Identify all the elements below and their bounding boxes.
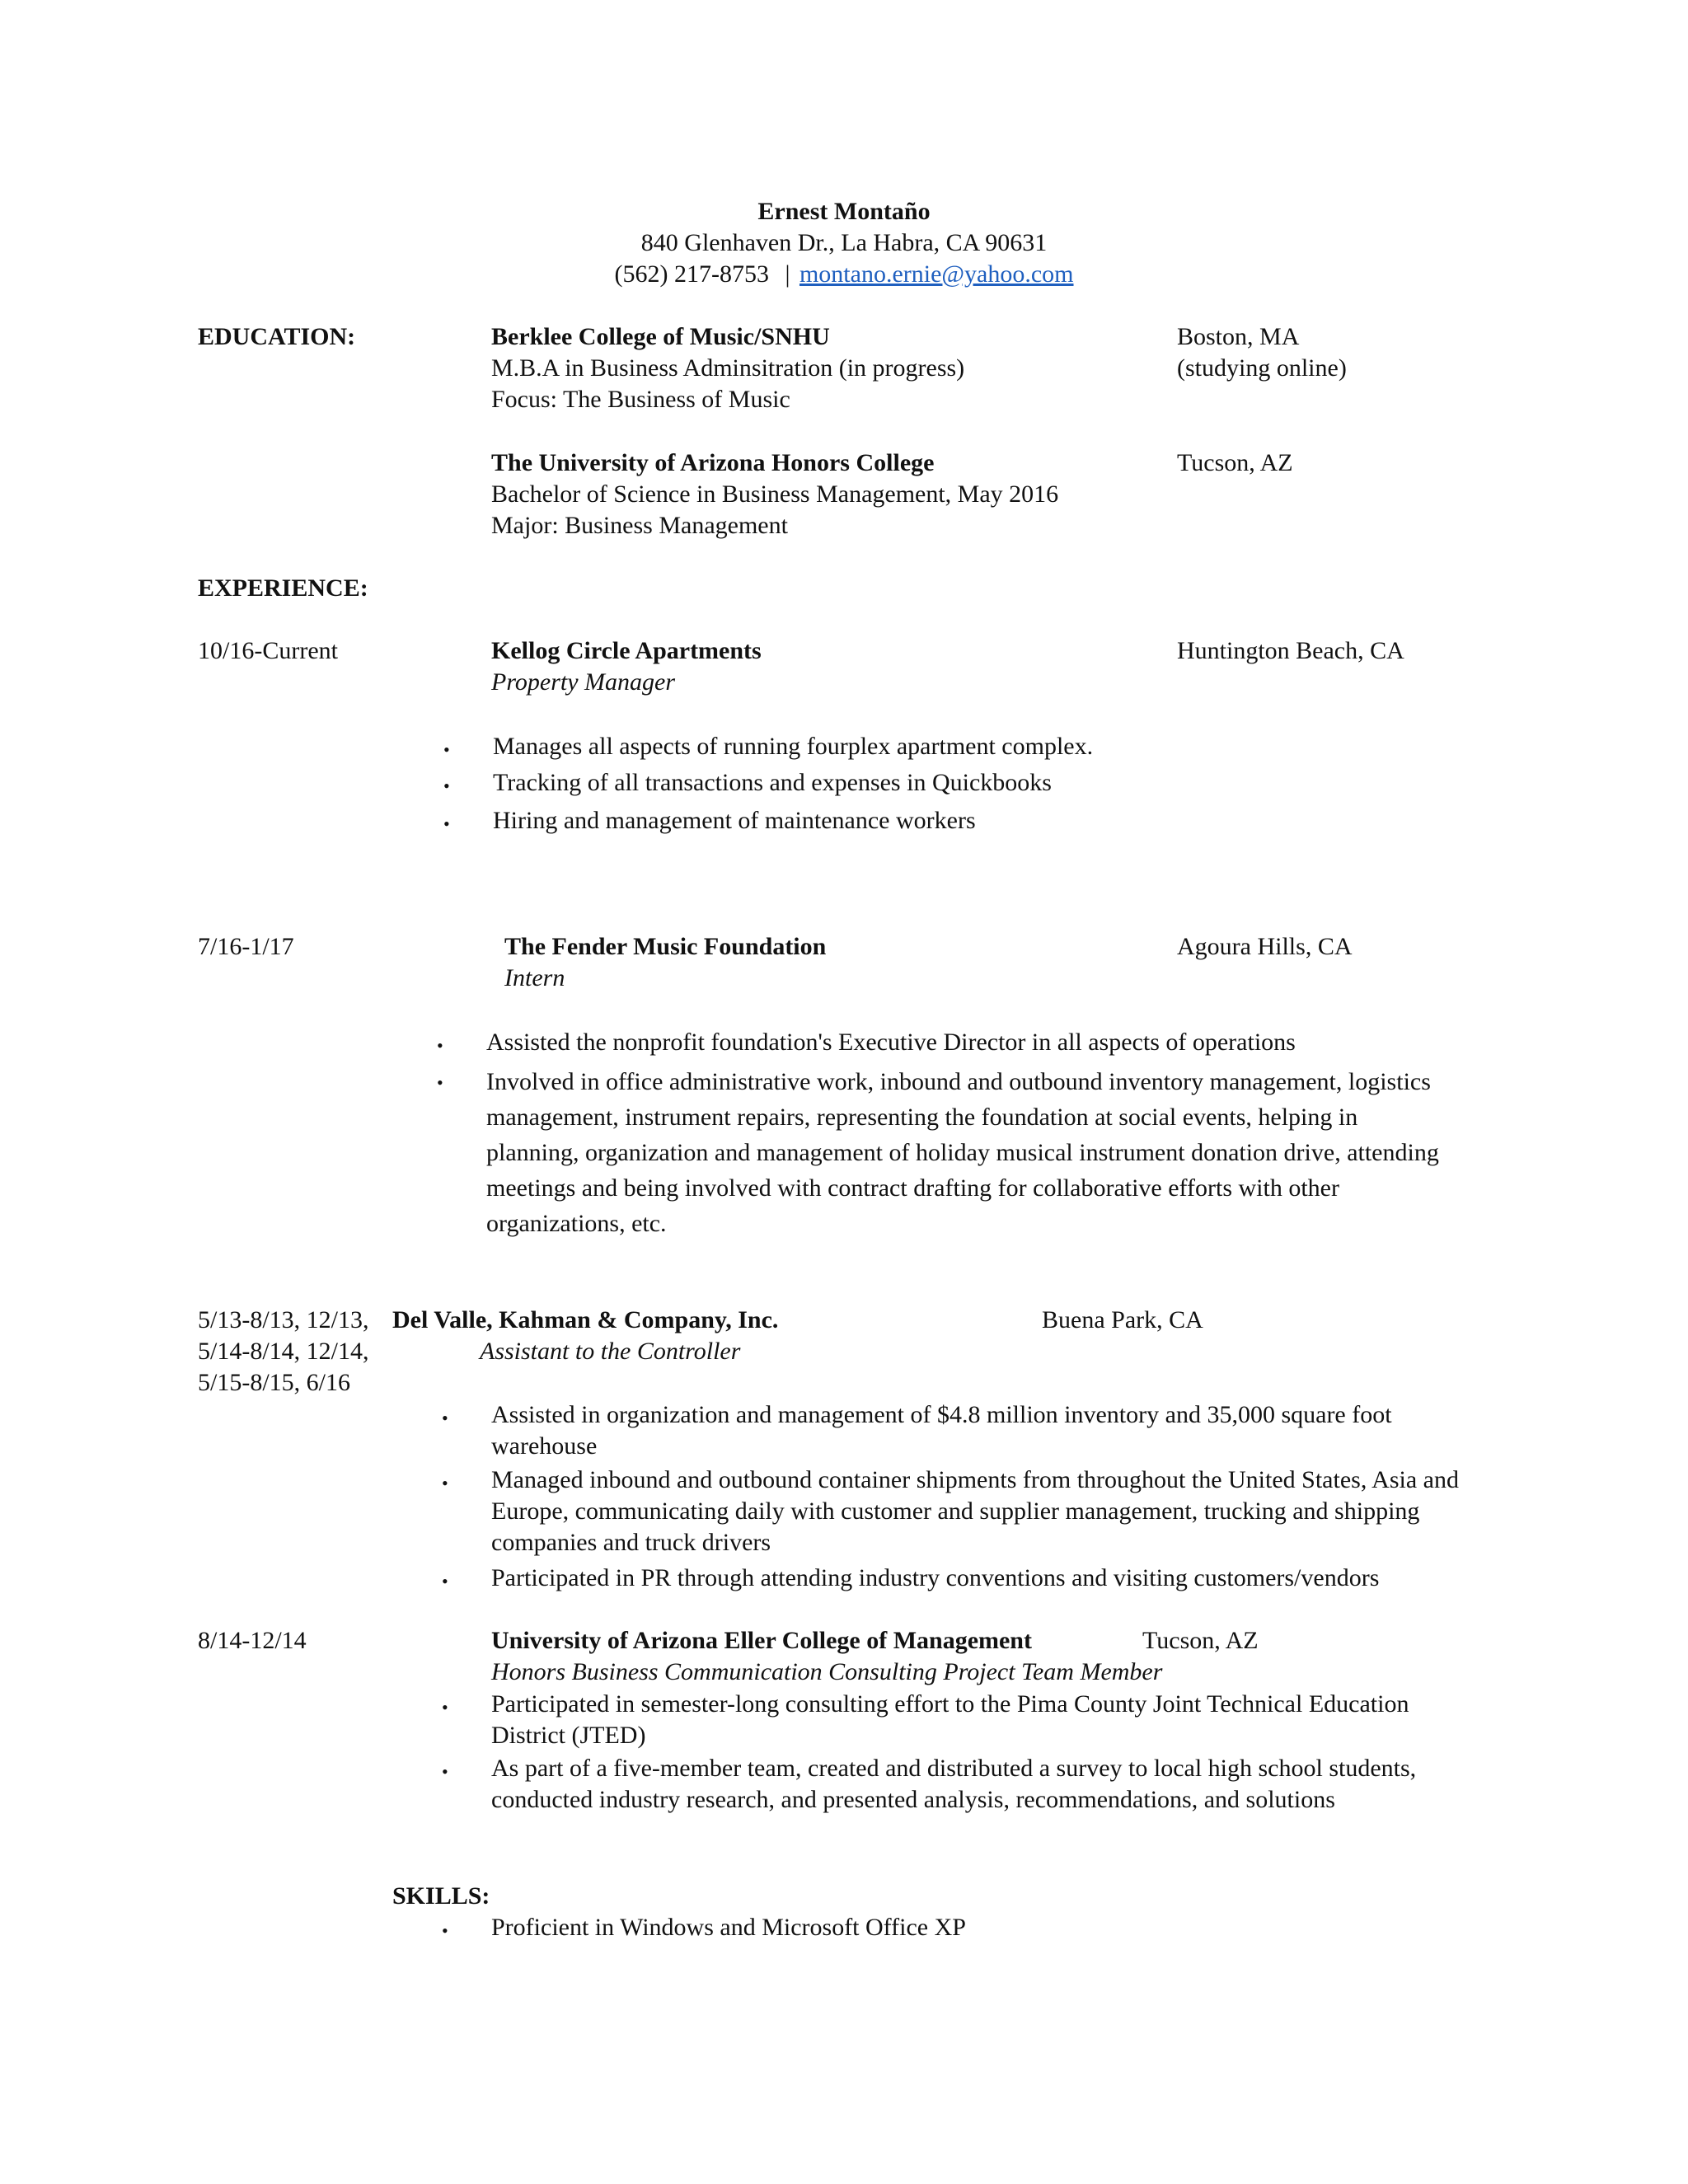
bullet-icon: • — [442, 1571, 448, 1591]
job-dates: 8/14-12/14 — [198, 1627, 307, 1654]
job-title: Honors Business Communication Consulting Project Team Member — [491, 1658, 1163, 1685]
bullet-icon: • — [443, 813, 450, 834]
job-dates: 5/15-8/15, 6/16 — [198, 1369, 350, 1396]
bullet-icon: • — [442, 1473, 448, 1493]
job-company: Del Valle, Kahman & Company, Inc. — [392, 1306, 779, 1333]
school-name: Berklee College of Music/SNHU — [491, 323, 830, 350]
bullet-icon: • — [442, 1408, 448, 1428]
degree-line: M.B.A in Business Adminsitration (in progress) — [491, 354, 965, 382]
school-location: Tucson, AZ — [1177, 449, 1293, 476]
bullet-icon: • — [442, 1920, 448, 1941]
contact-line — [0, 259, 1688, 290]
job-bullet: Participated in PR through attending industry conventions and visiting customers/vendors — [491, 1564, 1380, 1591]
job-company: University of Arizona Eller College of Management — [491, 1627, 1032, 1654]
job-bullet: Tracking of all transactions and expenses in Quickbooks — [493, 769, 1052, 796]
email-link[interactable]: montano.ernie@yahoo.com — [799, 260, 1074, 288]
skill-item: Proficient in Windows and Microsoft Office XP — [491, 1914, 966, 1941]
degree-note: (studying online) — [1177, 354, 1347, 382]
major-line: Major: Business Management — [491, 512, 788, 539]
bullet-icon: • — [443, 739, 450, 760]
job-location: Buena Park, CA — [1042, 1306, 1203, 1333]
bullet-icon: • — [437, 1072, 443, 1093]
bullet-icon: • — [437, 1035, 443, 1056]
experience-heading: EXPERIENCE: — [198, 574, 368, 602]
job-title: Property Manager — [491, 668, 676, 696]
school-name: The University of Arizona Honors College — [491, 449, 935, 476]
school-location: Boston, MA — [1177, 323, 1300, 350]
job-bullet: Manages all aspects of running fourplex apartment complex. — [493, 733, 1094, 760]
job-bullet: Managed inbound and outbound container shipments from throughout the United States, Asia and Europe, communicating daily with customer and supplier management, trucking and shipping companies and truck drivers — [491, 1466, 1459, 1556]
job-dates: 5/13-8/13, 12/13, — [198, 1306, 369, 1333]
skills-heading: SKILLS: — [392, 1882, 490, 1910]
job-bullet: Assisted the nonprofit foundation's Executive Director in all aspects of operations — [486, 1029, 1296, 1056]
resume-name: Ernest Montaño — [757, 198, 931, 225]
job-location: Agoura Hills, CA — [1177, 933, 1353, 960]
education-heading: EDUCATION: — [198, 323, 356, 350]
job-location: Huntington Beach, CA — [1177, 637, 1404, 664]
degree-line: Bachelor of Science in Business Management, May 2016 — [491, 480, 1059, 508]
job-dates: 5/14-8/14, 12/14, — [198, 1338, 369, 1365]
phone: (562) 217-8753 — [614, 260, 769, 288]
bullet-icon: • — [442, 1697, 448, 1718]
job-title: Assistant to the Controller — [480, 1338, 741, 1365]
job-company: Kellog Circle Apartments — [491, 637, 762, 664]
job-bullet: Participated in semester-long consulting effort to the Pima County Joint Technical Education District (JTED) — [491, 1690, 1409, 1749]
job-dates: 10/16-Current — [198, 637, 338, 664]
job-dates: 7/16-1/17 — [198, 933, 294, 960]
focus-line: Focus: The Business of Music — [491, 386, 790, 413]
job-company: The Fender Music Foundation — [504, 933, 827, 960]
bullet-icon: • — [443, 776, 450, 796]
job-bullet: Assisted in organization and management of $4.8 million inventory and 35,000 square foot warehouse — [491, 1401, 1392, 1460]
job-bullet: Involved in office administrative work, inbound and outbound inventory management, logistics management, instrument repairs, representing the foundation at social events, helping in planning, organization and management of holiday musical instrument donation drive, attending meetings and being involved with contract drafting for collaborative efforts with other organizations, etc. — [486, 1068, 1439, 1237]
job-location: Tucson, AZ — [1142, 1627, 1259, 1654]
job-bullet: As part of a five-member team, created and distributed a survey to local high school students, conducted industry research, and presented analysis, recommendations, and solutions — [491, 1755, 1417, 1813]
job-title: Intern — [504, 964, 565, 991]
address: 840 Glenhaven Dr., La Habra, CA 90631 — [640, 229, 1048, 256]
job-bullet: Hiring and management of maintenance workers — [493, 807, 976, 834]
bullet-icon: • — [442, 1761, 448, 1782]
separator: | — [785, 260, 790, 288]
